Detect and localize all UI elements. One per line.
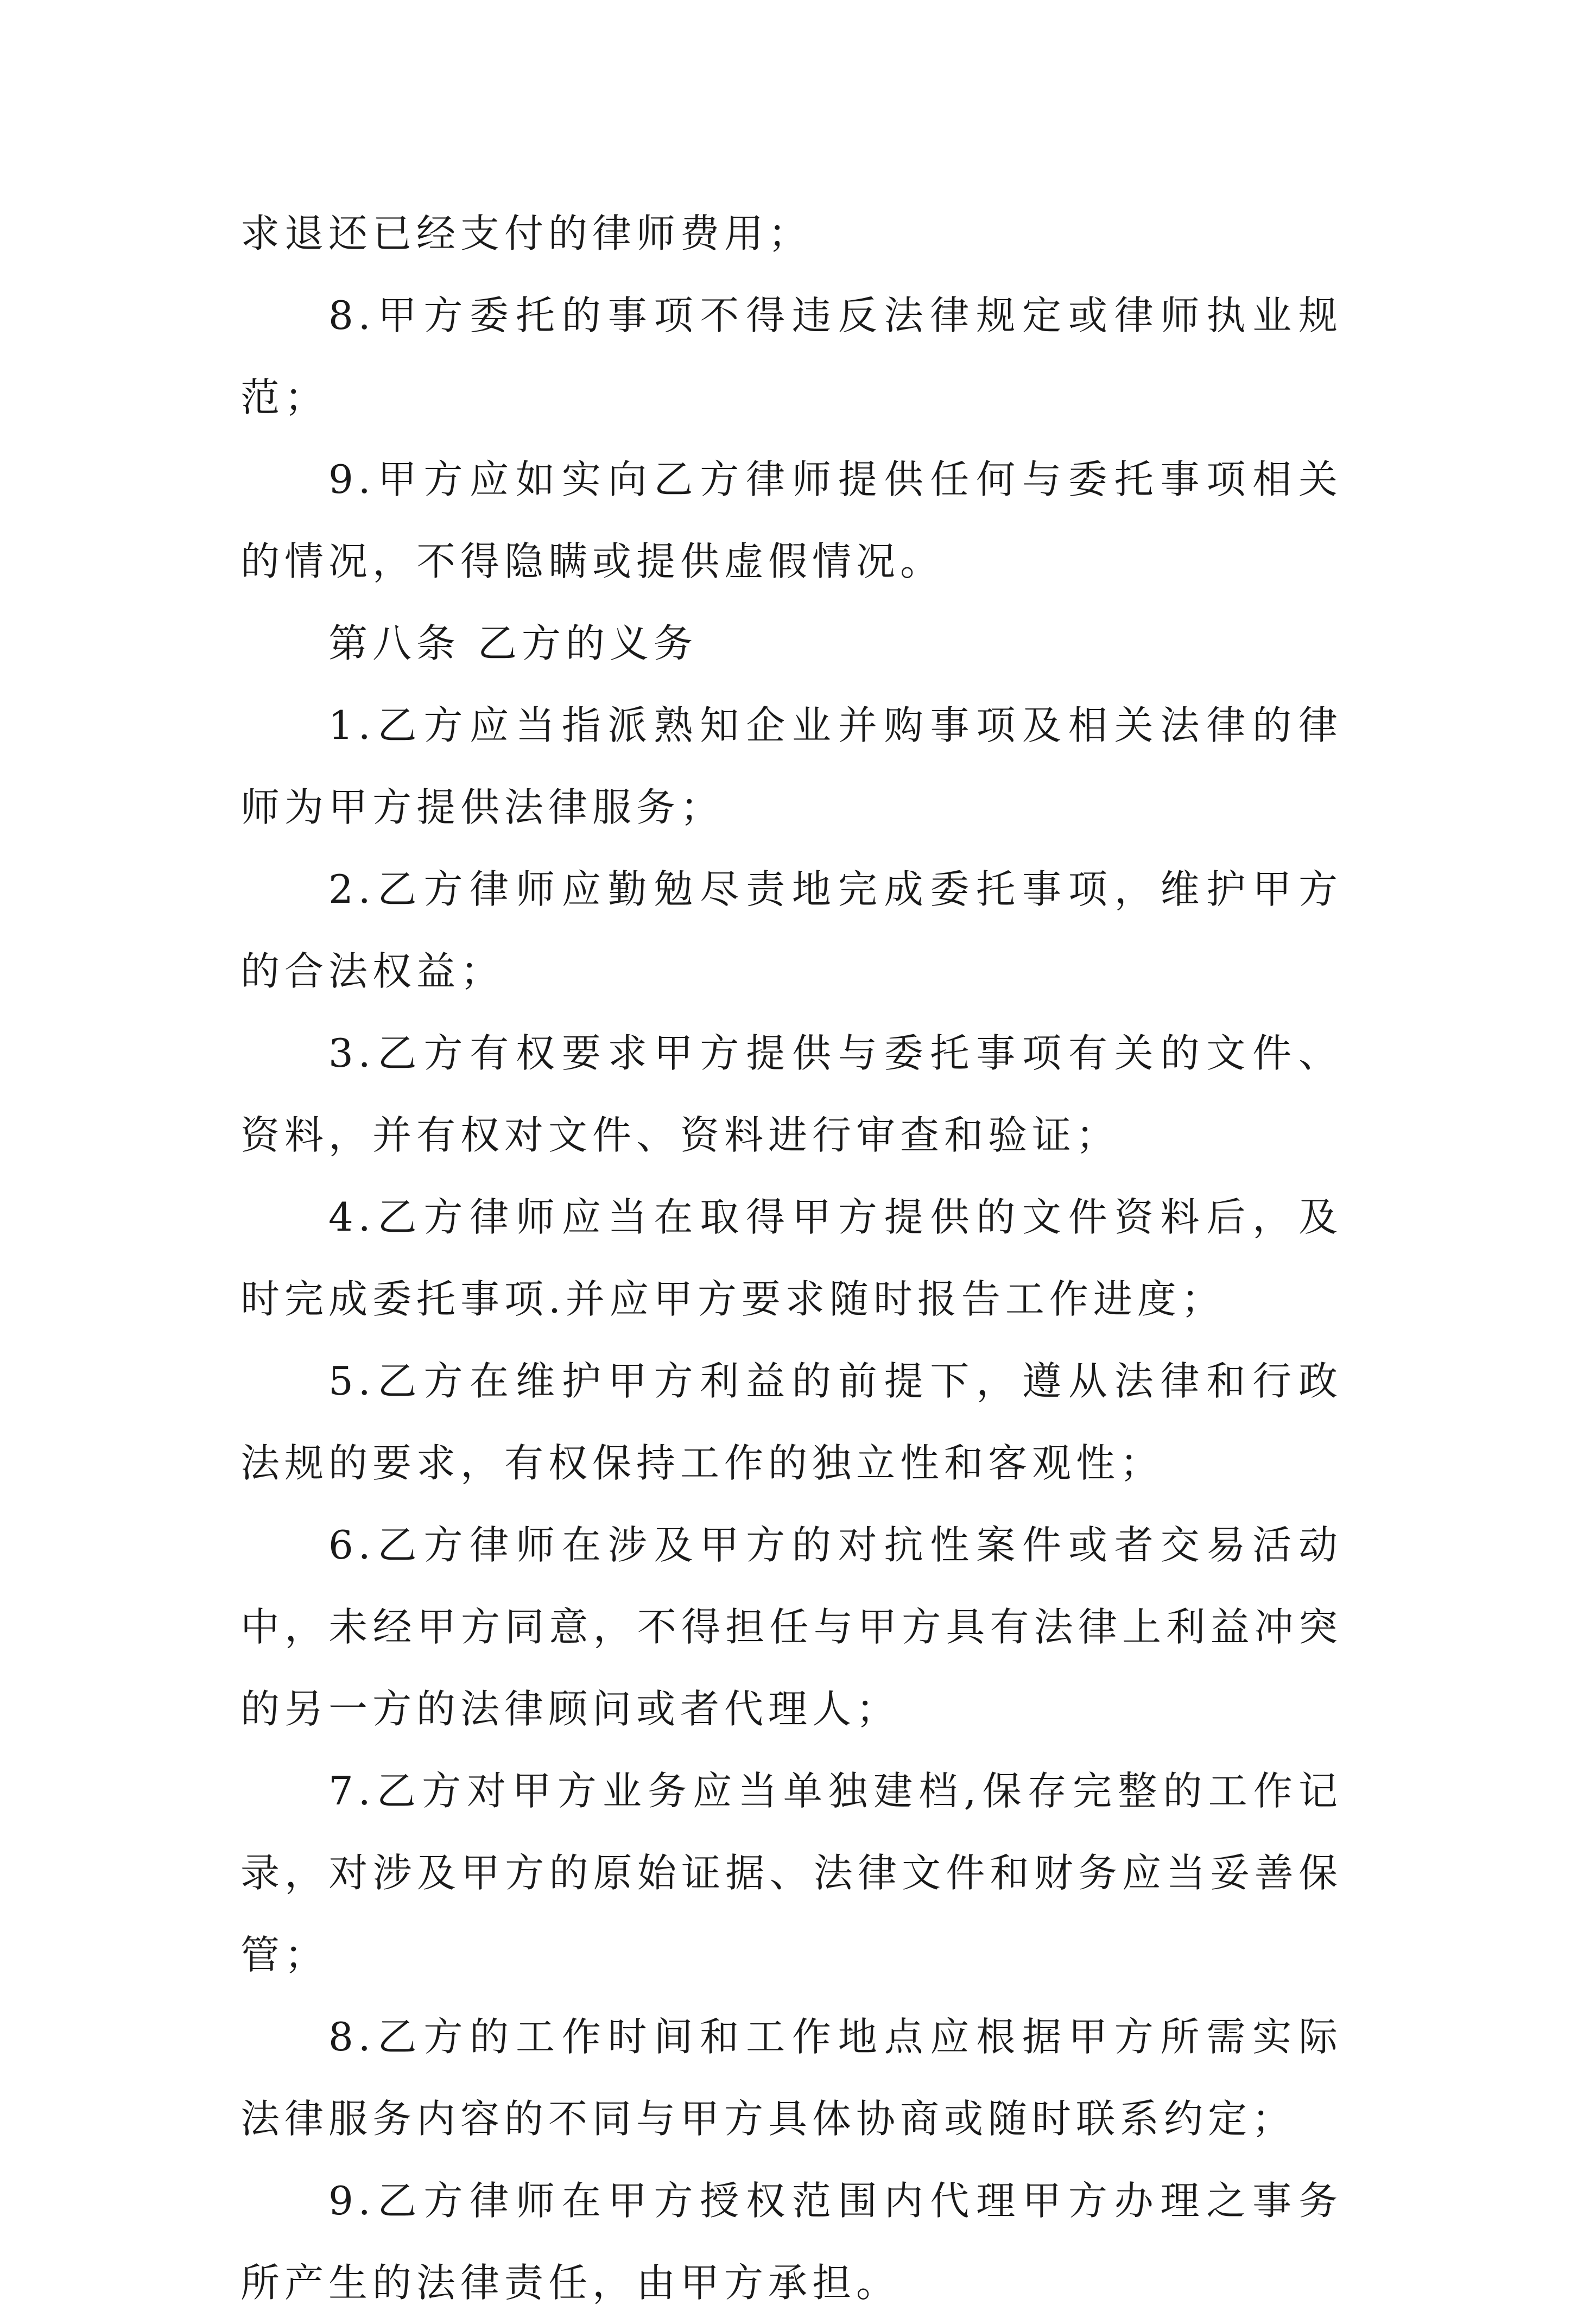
clause-item: 5.乙方在维护甲方利益的前提下，遵从法律和行政法规的要求，有权保持工作的独立性和客观性； <box>240 1358 1342 1486</box>
clause-item: 3.乙方有权要求甲方提供与委托事项有关的文件、资料，并有权对文件、资料进行审查和验证； <box>240 1030 1342 1158</box>
article-heading: 第八条 乙方的义务 <box>328 620 698 666</box>
clause-item: 6.乙方律师在涉及甲方的对抗性案件或者交易活动中，未经甲方同意，不得担任与甲方具有法律上利益冲突的另一方的法律顾问或者代理人； <box>240 1522 1342 1732</box>
paragraph: 求退还已经支付的律师费用； <box>240 211 813 256</box>
clause-item: 8.乙方的工作时间和工作地点应根据甲方所需实际法律服务内容的不同与甲方具体协商或随时联系约定； <box>240 2014 1342 2142</box>
clause-item: 1.乙方应当指派熟知企业并购事项及相关法律的律师为甲方提供法律服务； <box>240 702 1342 830</box>
clause-item: 8.甲方委托的事项不得违反法律规定或律师执业规范； <box>240 293 1342 420</box>
clause-item: 4.乙方律师应当在取得甲方提供的文件资料后，及时完成委托事项.并应甲方要求随时报告工作进度； <box>240 1194 1342 1322</box>
document-body <box>240 193 1342 2324</box>
clause-item: 9.乙方律师在甲方授权范围内代理甲方办理之事务所产生的法律责任，由甲方承担。 <box>240 2178 1342 2306</box>
clause-item: 9.甲方应如实向乙方律师提供任何与委托事项相关的情况，不得隐瞒或提供虚假情况。 <box>240 457 1342 584</box>
clause-item: 2.乙方律师应勤勉尽责地完成委托事项，维护甲方的合法权益； <box>240 866 1342 994</box>
clause-item: 7.乙方对甲方业务应当单独建档,保存完整的工作记录，对涉及甲方的原始证据、法律文件和财务应当妥善保管； <box>240 1768 1342 1978</box>
